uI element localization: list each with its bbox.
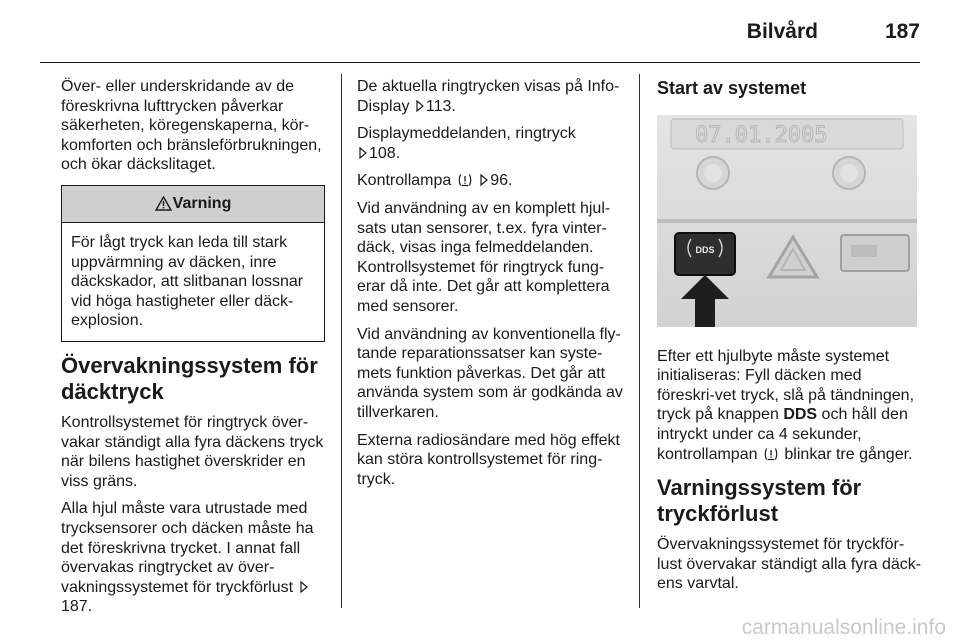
warning-header: [62, 186, 324, 223]
paragraph: Efter ett hjulbyte måste systemet initialiseras: Fyll däcken med föreskri-vet tryck, slå på tändningen, tryck på knappen DDS och håll den intryckt under ca 4 sekunder, kontrollampan blinkar tre gånger.: [657, 347, 915, 463]
column-left: [61, 77, 327, 625]
page-number: 187: [884, 20, 920, 43]
column-right: [657, 77, 923, 602]
reference-triangle-icon: [300, 581, 308, 593]
page-reference: 187.: [61, 598, 93, 616]
reference-triangle-icon: [480, 174, 488, 186]
warning-box: [61, 185, 325, 342]
page-reference: 96.: [490, 172, 513, 190]
warning-title: Varning: [172, 195, 232, 213]
dds-label: DDS: [783, 406, 818, 424]
column-divider: [341, 74, 342, 608]
page-reference: 108.: [369, 144, 401, 162]
column-middle: [357, 77, 625, 497]
paragraph: Övervakningssystemet för tryckför-lust övervakar ständigt alla fyra däck-ens varvtal.: [657, 536, 922, 593]
paragraph: De aktuella ringtrycken visas på Info-Display 113.: [357, 78, 620, 115]
reference-triangle-icon: [416, 100, 424, 112]
display-date: 07.01.2005: [695, 123, 828, 148]
paragraph: Vid användning av en komplett hjul-sats utan sensorer, t.ex. fyra vinter-däck, visas inga felmeddelanden. Kontrollsystemet för ringtryck fung-erar då inte. Det går att komplettera med sensorer.: [357, 199, 611, 315]
section-title: Varningssystem för tryckförlust: [657, 475, 862, 527]
tyre-pressure-warning-icon: [457, 173, 473, 187]
paragraph: Displaymeddelanden, ringtryck 108.: [357, 125, 576, 162]
paragraph: Kontrollampa 96.: [357, 172, 513, 190]
page-header: [40, 0, 920, 63]
paragraph: Alla hjul måste vara utrustade med trycksensorer och däcken måste ha det föreskrivna trycket. I annat fall övervakas ringtrycket av över-vakningssystemet för tryckförlust 187.: [61, 500, 314, 616]
paragraph: Externa radiosändare med hög effekt kan störa kontrollsystemet för ring-tryck.: [357, 431, 620, 488]
warning-triangle-icon: [155, 196, 172, 211]
watermark: carmanualsonline.info: [741, 616, 946, 639]
dds-button-photo: [657, 115, 917, 327]
section-title: Övervakningssystem för däcktryck: [61, 352, 318, 404]
reference-triangle-icon: [359, 147, 367, 159]
subheading: Start av systemet: [657, 78, 807, 98]
column-divider: [639, 74, 640, 608]
paragraph: Kontrollsystemet för ringtryck över-vakar ständigt alla fyra däckens tryck när bilens hastighet överskrider en viss gräns.: [61, 413, 324, 490]
warning-text: För lågt tryck kan leda till stark uppvärmning av däcken, inre däckskador, att slitbanan lossnar vid höga hastigheter eller däck-explosion.: [71, 233, 304, 330]
tyre-pressure-warning-icon: [763, 447, 779, 461]
dds-button-label: DDS: [695, 245, 715, 255]
paragraph: Vid användning av konventionella fly-tande reparationssatser kan syste-mets funktion påverkas. Det går att använda system som är godkända av tillverkaren.: [357, 325, 623, 421]
page-reference: 113.: [425, 97, 456, 115]
header-title: Bilvård: [746, 20, 818, 43]
intro-paragraph: Över- eller underskridande av de föreskrivna lufttrycken påverkar säkerheten, köregenskaperna, kör-komforten och bränsleförbrukningen, och ökar däckslitaget.: [61, 78, 322, 174]
